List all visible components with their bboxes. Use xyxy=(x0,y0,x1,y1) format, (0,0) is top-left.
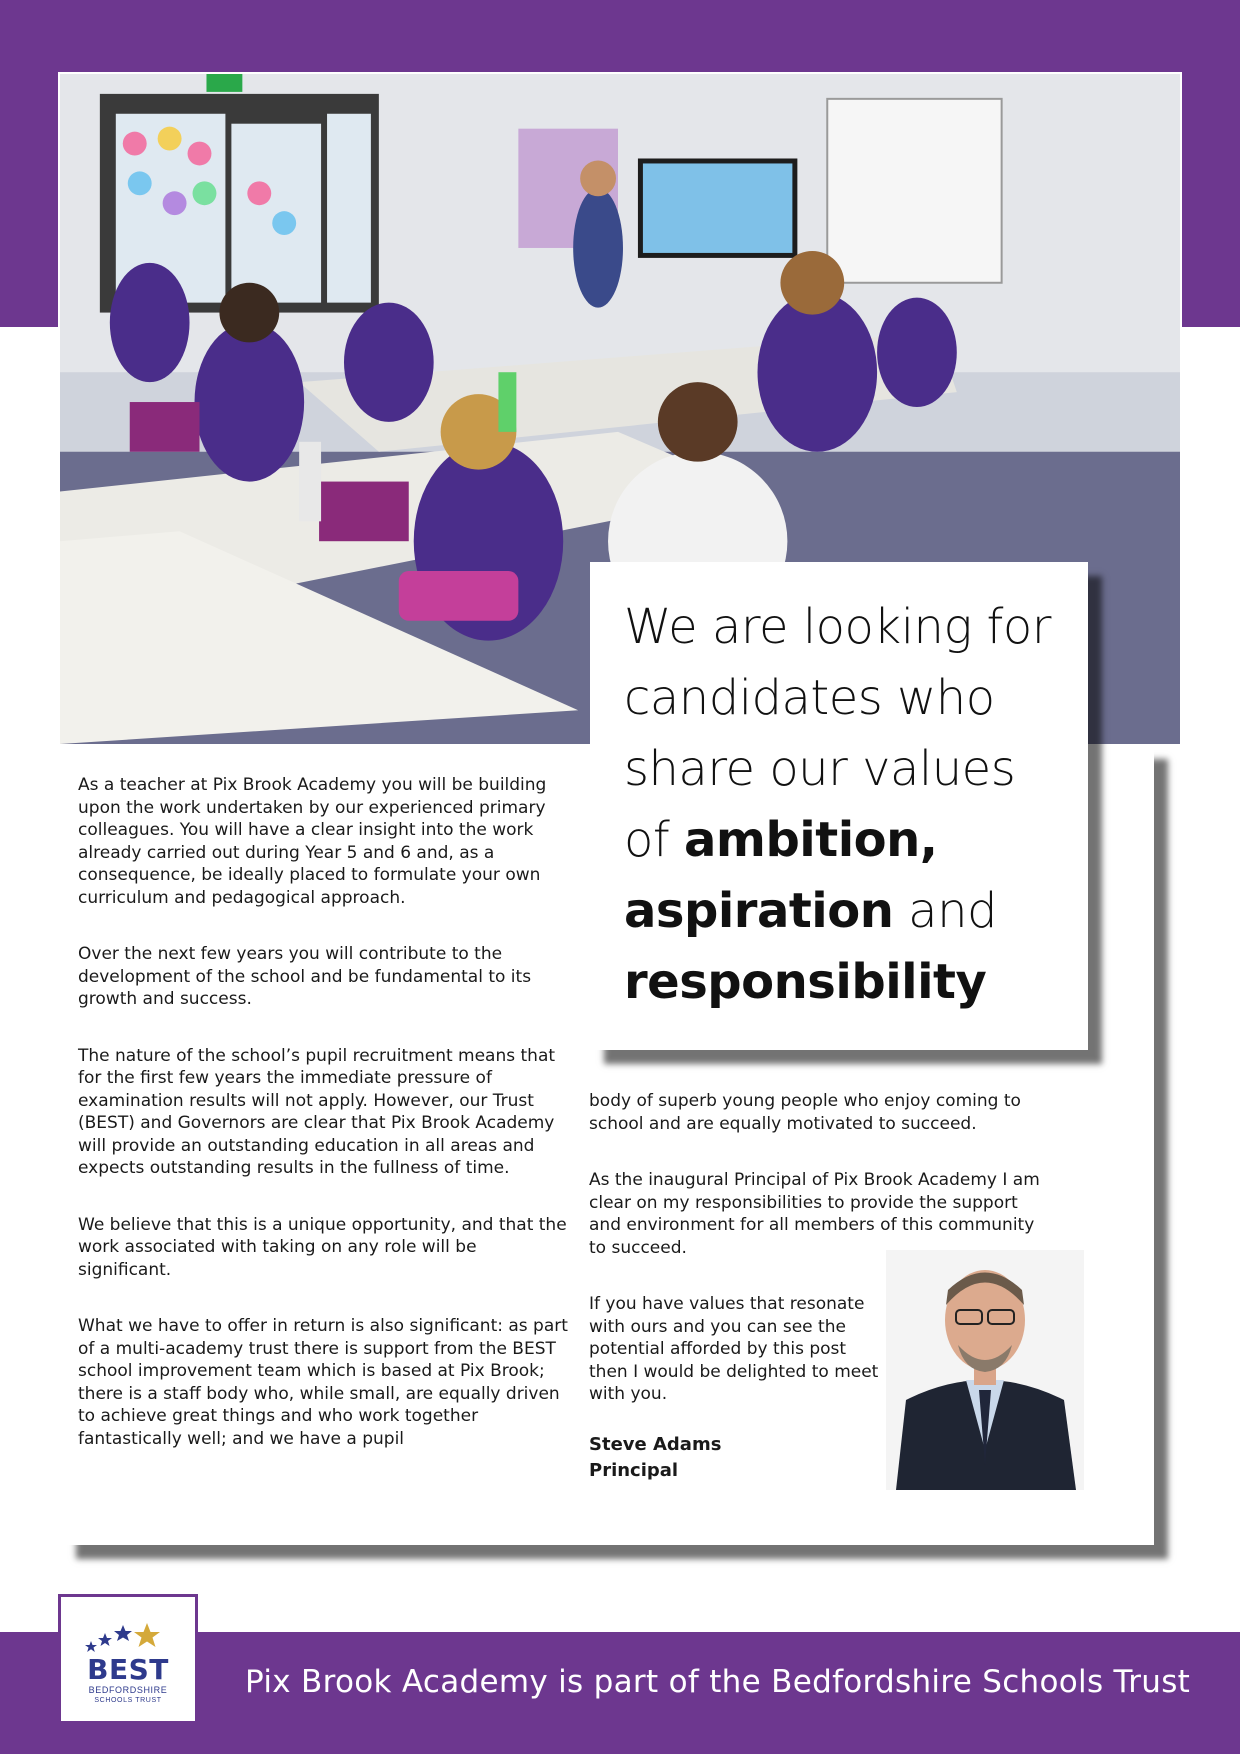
quote-line: share our values xyxy=(624,741,1016,797)
principal-portrait xyxy=(886,1250,1084,1490)
portrait-illustration xyxy=(886,1250,1084,1490)
paragraph: body of superb young people who enjoy coming to school and are equally motivated to succeed. xyxy=(589,1091,1021,1134)
signoff-name: Steve Adams xyxy=(589,1433,722,1455)
stars-icon xyxy=(85,1615,177,1655)
quote-line: of xyxy=(624,812,670,868)
signoff-role: Principal xyxy=(589,1459,679,1481)
logo-subtitle-2: SCHOOLS TRUST xyxy=(94,1697,162,1704)
value-aspiration: aspiration xyxy=(624,883,894,939)
right-column xyxy=(589,1090,1040,1484)
left-column xyxy=(78,774,568,1484)
value-responsibility: responsibility xyxy=(624,954,987,1010)
values-quote xyxy=(590,562,1088,1050)
quote-line: candidates who xyxy=(624,670,995,726)
paragraph: As the inaugural Principal of Pix Brook Academy I am clear on my responsibilities to provide the support and environment for all members of this community to succeed. xyxy=(589,1170,1040,1258)
paragraph: Over the next few years you will contribute to the development of the school and be fundamental to its growth and success. xyxy=(78,944,532,1009)
paragraph: What we have to offer in return is also significant: as part of a multi-academy trust there is support from the BEST school improvement team which is based at Pix Brook; there is a staff body who, while small, are equally driven to achieve great things and who work together fantastically well; and we have a pupil xyxy=(78,1316,568,1449)
quote-line: We are looking for xyxy=(624,599,1052,655)
paragraph: As a teacher at Pix Brook Academy you will be building upon the work undertaken by our experienced primary colleagues. You will have a clear insight into the work already carried out during Year 5 and 6 and, as a consequence, be ideally placed to formulate your own curriculum and pedagogical approach. xyxy=(78,775,547,908)
best-logo xyxy=(58,1594,198,1724)
paragraph: If you have values that resonate with ours and you can see the potential afforded by this post then I would be delighted to meet with you. xyxy=(589,1294,879,1404)
value-ambition: ambition, xyxy=(684,812,938,868)
footer-statement: Pix Brook Academy is part of the Bedfordshire Schools Trust xyxy=(245,1664,1191,1700)
quote-and: and xyxy=(908,883,997,939)
logo-wordmark: BEST xyxy=(87,1653,169,1686)
signoff xyxy=(589,1432,889,1484)
logo-subtitle: BEDFORDSHIRE xyxy=(88,1685,168,1695)
paragraph: We believe that this is a unique opportunity, and that the work associated with taking on any role will be significant. xyxy=(78,1214,567,1280)
paragraph: The nature of the school’s pupil recruitment means that for the first few years the immediate pressure of examination results will not apply. However, our Trust (BEST) and Governors are clear that Pix Brook Academy will provide an outstanding education in all areas and expects outstanding results in the fullness of time. xyxy=(78,1045,556,1178)
